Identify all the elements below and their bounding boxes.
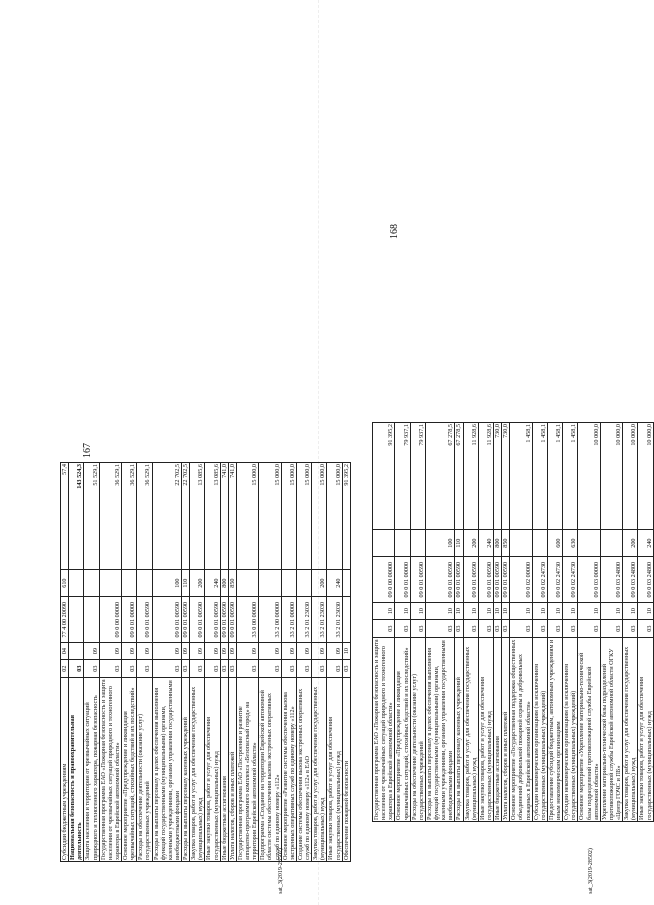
expense-type-cell [259,569,281,597]
table-row [327,463,342,862]
subsection-code-cell: 10 [342,642,350,660]
subsection-code-cell: 10 [600,602,622,620]
subsection-code-cell: 10 [463,602,478,620]
target-article-cell: 09 0 02 00000 [510,557,532,602]
target-article-cell: 09 0 01 00590 [410,557,425,602]
amount-cell: 67 278,5 [455,423,463,530]
section-code-cell: 03 [137,660,152,678]
subsection-code-cell: 09 [152,642,182,660]
table-row [563,423,578,822]
table-row [84,463,99,862]
section-code-cell: 03 [532,620,547,638]
amount-cell: 36 529,1 [99,463,121,570]
row-name-cell: Основное мероприятие «Государственная поддержка общественных объединений добровольной пожарной охраны и добровольных пожарных в Еврейской автономной области» [510,637,532,821]
amount-cell: 143 524,3 [69,463,84,570]
section-code-cell: 03 [502,620,510,638]
amount-cell: 1 458,1 [510,423,532,530]
target-article-cell: 09 0 01 00590 [228,597,236,642]
row-name-cell: Расходы на выплаты персоналу казенных учреждений [455,637,463,821]
expense-type-cell: 240 [638,529,653,557]
table-row [342,463,350,862]
table-row [236,463,258,862]
footer-right-page: sat_3(2019-28502) [587,848,594,894]
expense-type-cell [600,529,622,557]
subsection-code-cell: 09 [122,642,137,660]
amount-cell: 13 085,6 [190,463,205,570]
subsection-code-cell: 04 [61,642,69,660]
subsection-code-cell: 10 [425,602,455,620]
table-row [228,463,236,862]
target-article-cell: 33 0 00 00000 [236,597,258,642]
subsection-code-cell: 10 [623,602,638,620]
table-row [99,463,121,862]
amount-cell: 36 529,1 [137,463,152,570]
expense-type-cell: 110 [455,529,463,557]
target-article-cell: 09 0 03 00000 [578,557,600,602]
section-code-cell: 03 [395,620,410,638]
amount-cell: 1 458,1 [532,423,547,530]
subsection-code-cell: 09 [236,642,258,660]
amount-cell: 11 928,6 [478,423,493,530]
amount-cell: 15 000,0 [236,463,258,570]
table-row [600,423,622,822]
page-number-left: 167 [82,443,93,458]
amount-cell: 15 000,0 [259,463,281,570]
expense-type-cell: 240 [478,529,493,557]
subsection-code-cell: 10 [395,602,410,620]
section-code-cell: 03 [547,620,562,638]
row-name-cell: Основное мероприятие «Предупреждение и ликвидация чрезвычайных ситуаций, стихийных бедствий и их последствий» [122,677,137,861]
section-code-cell: 03 [152,660,182,678]
expense-type-cell: 630 [563,529,578,557]
section-code-cell: 02 [61,660,69,678]
expense-type-cell [410,529,425,557]
row-name-cell: Государственная программа ЕАО «Пожарная безопасность и защита населения от чрезвычайных ситуаций природного и техногенного характера в Еврейской автономной области» [373,639,395,820]
budget-table-left [60,462,351,862]
footer-left-page: sat_3(2019-28502) [277,848,284,894]
expense-type-cell [296,569,311,597]
section-code-cell: 03 [478,620,493,638]
table-row [190,463,205,862]
expense-type-cell: 200 [623,529,638,557]
section-code-cell: 03 [259,660,281,678]
table-row [259,463,281,862]
row-name-cell: Иные бюджетные ассигнования [220,677,228,861]
expense-type-cell [281,569,296,597]
amount-cell: 91 395,2 [342,463,350,570]
row-name-cell: Расходы на выплаты персоналу в целях обеспечения выполнения функций государственными (муниципальными) органами, казенными учреждениями, органами управления государственными внебюджетными фондами [425,637,455,821]
expense-type-cell: 200 [190,569,205,597]
section-code-cell: 03 [182,660,190,678]
amount-cell: 730,0 [502,423,510,530]
amount-cell: 741,0 [220,463,228,570]
amount-cell: 10 000,0 [600,423,622,530]
target-article-cell: 09 0 03 24800 [623,557,638,602]
amount-cell: 79 937,1 [410,423,425,530]
amount-cell: 11 928,6 [463,423,478,530]
row-name-cell: Субсидии некоммерческим организациям (за исключением государственных (муниципальных) учреждений) [563,637,578,821]
expense-type-cell: 200 [312,569,327,597]
subsection-code-cell: 09 [327,642,342,660]
expense-type-cell [578,529,600,557]
section-code-cell: 03 [578,620,600,638]
subsection-code-cell: 10 [502,602,510,620]
target-article-cell: 77 4 00 20090 [61,597,69,642]
table-row [281,463,296,862]
row-name-cell: Расходы на выплаты персоналу в целях обеспечения выполнения функций государственными (муниципальными) органами, казенными учреждениями, органами управления государственными внебюджетными фондами [152,677,182,861]
section-code-cell: 03 [638,620,653,638]
subsection-code-cell: 09 [259,642,281,660]
amount-cell: 22 702,5 [152,463,182,570]
table-row [502,423,510,822]
target-article-cell [342,597,350,642]
target-article-cell: 09 0 01 00000 [395,557,410,602]
expense-type-cell: 850 [228,569,236,597]
table-row [425,423,455,822]
row-name-cell: Уплата налогов, сборов и иных платежей [228,677,236,861]
amount-cell: 10 000,0 [638,423,653,530]
target-article-cell: 09 0 01 00590 [455,557,463,602]
amount-cell: 36 529,1 [122,463,137,570]
row-name-cell: Иные закупки товаров, работ и услуг для обеспечения государственных (муниципальных) нужд [327,677,342,861]
expense-type-cell: 850 [502,529,510,557]
section-code-cell: 03 [220,660,228,678]
subsection-code-cell: 09 [228,642,236,660]
target-article-cell: 09 0 02 24730 [563,557,578,602]
amount-cell: 730,0 [494,423,502,530]
expense-type-cell: 240 [205,569,220,597]
table-row [122,463,137,862]
subsection-code-cell: 09 [182,642,190,660]
section-code-cell: 03 [312,660,327,678]
row-name-cell: Иные закупки товаров, работ и услуг для обеспечения государственных (муниципальных) нужд [205,677,220,861]
table-row [61,463,69,862]
amount-cell: 79 937,1 [395,423,410,530]
subsection-code-cell: 10 [532,602,547,620]
target-article-cell: 09 0 01 00590 [494,557,502,602]
amount-cell: 741,0 [228,463,236,570]
table-row [638,423,653,822]
row-name-cell: Иные закупки товаров, работ и услуг для обеспечения государственных (муниципальных) нужд [478,637,493,821]
subsection-code-cell: 10 [510,602,532,620]
table-row [478,423,493,822]
budget-table-right [372,422,654,822]
row-name-cell: Закупка товаров, работ и услуг для обеспечения государственных (муниципальных) нужд [190,677,205,861]
section-code-cell: 03 [373,620,395,638]
target-article-cell: 09 0 01 00590 [182,597,190,642]
section-code-cell: 03 [228,660,236,678]
section-code-cell: 03 [190,660,205,678]
section-code-cell: 03 [205,660,220,678]
target-article-cell: 09 0 00 00000 [99,597,121,642]
subsection-code-cell: 09 [205,642,220,660]
right-page-table-wrapper [372,422,654,822]
row-name-cell: Уплата налогов, сборов и иных платежей [502,637,510,821]
table-row [220,463,228,862]
expense-type-cell: 600 [547,529,562,557]
expense-type-cell: 240 [327,569,342,597]
subsection-code-cell: 10 [373,602,395,620]
target-article-cell: 09 0 03 24800 [600,557,622,602]
table-row [623,423,638,822]
expense-type-cell: 100 [152,569,182,597]
target-article-cell [84,597,99,642]
row-name-cell: Государственная программа ЕАО «Построение и развитие аппаратно-программного комплекса «Безопасный город» на территории Еврейской автономной области» [236,677,258,861]
table-row [152,463,182,862]
target-article-cell: 09 0 01 00590 [502,557,510,602]
row-name-cell: Закупка товаров, работ и услуг для обеспечения государственных (муниципальных) нужд [463,637,478,821]
row-name-cell: Подпрограмма «Создание на территории Еврейской автономной области системы обеспечения вызова экстренных оперативных служб по единому номеру «112» [259,677,281,861]
amount-cell: 91 395,2 [373,423,395,530]
target-article-cell [69,597,84,642]
row-name-cell: Расходы на обеспечение деятельности (оказание услуг) государственных учреждений [137,677,152,861]
expense-type-cell: 800 [220,569,228,597]
row-name-cell: Государственная программа ЕАО «Пожарная безопасность и защита населения от чрезвычайных ситуаций природного и техногенного характера в Еврейской автономной области» [99,679,121,860]
expense-type-cell: 110 [182,569,190,597]
section-code-cell: 03 [296,660,311,678]
expense-type-cell: 800 [494,529,502,557]
section-code-cell: 03 [69,660,84,678]
row-name-cell: Закупка товаров, работ и услуг для обеспечения государственных (муниципальных) нужд [623,637,638,821]
section-code-cell: 03 [84,660,99,678]
left-page-table-wrapper [60,462,351,862]
section-code-cell: 03 [236,660,258,678]
expense-type-cell [236,569,258,597]
subsection-code-cell: 09 [281,642,296,660]
target-article-cell: 09 0 01 00590 [137,597,152,642]
expense-type-cell [84,569,99,597]
table-row [373,423,395,822]
amount-cell: 10 000,0 [578,423,600,530]
table-row [205,463,220,862]
subsection-code-cell: 10 [455,602,463,620]
expense-type-cell [99,569,121,597]
subsection-code-cell: 09 [312,642,327,660]
expense-type-cell [122,569,137,597]
row-name-cell: Основное мероприятие «Предупреждение и ликвидация чрезвычайных ситуаций, стихийных бедствий и их последствий» [395,637,410,821]
expense-type-cell [532,529,547,557]
expense-type-cell [395,529,410,557]
target-article-cell: 33 2 00 00000 [259,597,281,642]
target-article-cell: 09 0 01 00590 [425,557,455,602]
subsection-code-cell: 10 [410,602,425,620]
row-name-cell: Обеспечение пожарной безопасности [342,677,350,861]
section-code-cell: 03 [510,620,532,638]
subsection-code-cell: 10 [478,602,493,620]
table-row [510,423,532,822]
table-row [532,423,547,822]
expense-type-cell [510,529,532,557]
row-name-cell: Создание системы обеспечения вызова экстренных оперативных служб по единому номеру «112» в ЕАО [296,677,311,861]
target-article-cell: 09 0 03 24800 [638,557,653,602]
expense-type-cell [342,569,350,597]
table-row [312,463,327,862]
table-row [69,463,84,862]
subsection-code-cell [69,642,84,660]
table-row [494,423,502,822]
section-code-cell: 03 [494,620,502,638]
row-name-cell: Субсидии некоммерческим организациям (за исключением государственных (муниципальных) учреждений) [532,637,547,821]
page-number-right: 168 [389,224,400,239]
table-row [547,423,562,822]
table-row [410,423,425,822]
target-article-cell: 09 0 00 00000 [373,557,395,602]
row-name-cell: Предоставление субсидий бюджетным, автономным учреждениям и иным некоммерческим организациям [547,637,562,821]
row-name-cell: Иные закупки товаров, работ и услуг для обеспечения государственных (муниципальных) нужд [638,637,653,821]
target-article-cell: 09 0 01 00590 [205,597,220,642]
target-article-cell: 09 0 01 00000 [122,597,137,642]
section-code-cell: 03 [410,620,425,638]
row-name-cell: Закупка товаров, работ и услуг для обеспечения государственных (муниципальных) нужд [312,677,327,861]
target-article-cell: 33 2 01 23030 [327,597,342,642]
row-name-cell: Укрепление материально-технической базы подразделений противопожарной службы Еврейской автономной области ОГКУ «Центр ГОЧС и ПБ» [600,637,622,821]
amount-cell: 10 000,0 [623,423,638,530]
amount-cell: 1 458,1 [563,423,578,530]
expense-type-cell: 100 [425,529,455,557]
subsection-code-cell: 10 [547,602,562,620]
subsection-code-cell: 09 [220,642,228,660]
row-name-cell: Защита населения и территории от чрезвычайных ситуаций природного и техногенного характера, пожарная безопасность [84,677,99,861]
amount-cell: 22 702,5 [182,463,190,570]
amount-cell: 67 278,5 [425,423,455,530]
amount-cell: 51 529,1 [84,463,99,570]
target-article-cell: 33 2 01 23030 [312,597,327,642]
row-name-cell: Основное мероприятие «Развитие системы обеспечения вызова экстренных оперативных служб по единому номеру «112» [281,677,296,861]
row-name-cell: Национальная безопасность и правоохранительная деятельность [69,677,84,861]
expense-type-cell [373,529,395,557]
row-name-cell: Основное мероприятие «Укрепление материально-технической базы подразделений противопожарной службы Еврейской автономной области» [578,637,600,821]
section-code-cell: 03 [463,620,478,638]
expense-type-cell: 610 [61,569,69,597]
table-row [463,423,478,822]
amount-cell: 13 085,6 [205,463,220,570]
expense-type-cell [137,569,152,597]
table-row [455,423,463,822]
amount-cell: 15 000,0 [281,463,296,570]
amount-cell: 15 000,0 [296,463,311,570]
expense-type-cell [69,569,84,597]
subsection-code-cell: 10 [494,602,502,620]
subsection-code-cell: 09 [84,642,99,660]
subsection-code-cell: 09 [137,642,152,660]
section-code-cell: 03 [425,620,455,638]
target-article-cell: 09 0 01 00590 [152,597,182,642]
amount-cell: 1 458,1 [547,423,562,530]
target-article-cell: 33 2 01 00000 [281,597,296,642]
row-name-cell: Расходы на обеспечение деятельности (оказание услуг) государственных учреждений [410,637,425,821]
subsection-code-cell: 09 [99,642,121,660]
subsection-code-cell: 10 [563,602,578,620]
target-article-cell: 09 0 02 24730 [547,557,562,602]
target-article-cell: 09 0 01 00590 [463,557,478,602]
target-article-cell: 09 0 01 00590 [190,597,205,642]
table-row [182,463,190,862]
section-code-cell: 03 [122,660,137,678]
section-code-cell: 03 [342,660,350,678]
section-code-cell: 03 [99,660,121,678]
section-code-cell: 03 [281,660,296,678]
subsection-code-cell: 09 [190,642,205,660]
table-row [296,463,311,862]
section-code-cell: 03 [563,620,578,638]
target-article-cell: 09 0 01 00590 [478,557,493,602]
section-code-cell: 03 [327,660,342,678]
amount-cell: 15 000,0 [312,463,327,570]
amount-cell: 57,4 [61,463,69,570]
table-row [578,423,600,822]
subsection-code-cell: 10 [578,602,600,620]
subsection-code-cell: 10 [638,602,653,620]
table-row [395,423,410,822]
section-code-cell: 03 [600,620,622,638]
row-name-cell: Субсидии бюджетным учреждениям [61,677,69,861]
section-code-cell: 03 [455,620,463,638]
subsection-code-cell: 09 [296,642,311,660]
row-name-cell: Иные бюджетные ассигнования [494,637,502,821]
section-code-cell: 03 [623,620,638,638]
row-name-cell: Расходы на выплаты персоналу казенных учреждений [182,677,190,861]
target-article-cell: 33 2 01 23030 [296,597,311,642]
expense-type-cell: 200 [463,529,478,557]
target-article-cell: 09 0 01 00590 [220,597,228,642]
amount-cell: 15 000,0 [327,463,342,570]
target-article-cell: 09 0 02 24730 [532,557,547,602]
table-row [137,463,152,862]
